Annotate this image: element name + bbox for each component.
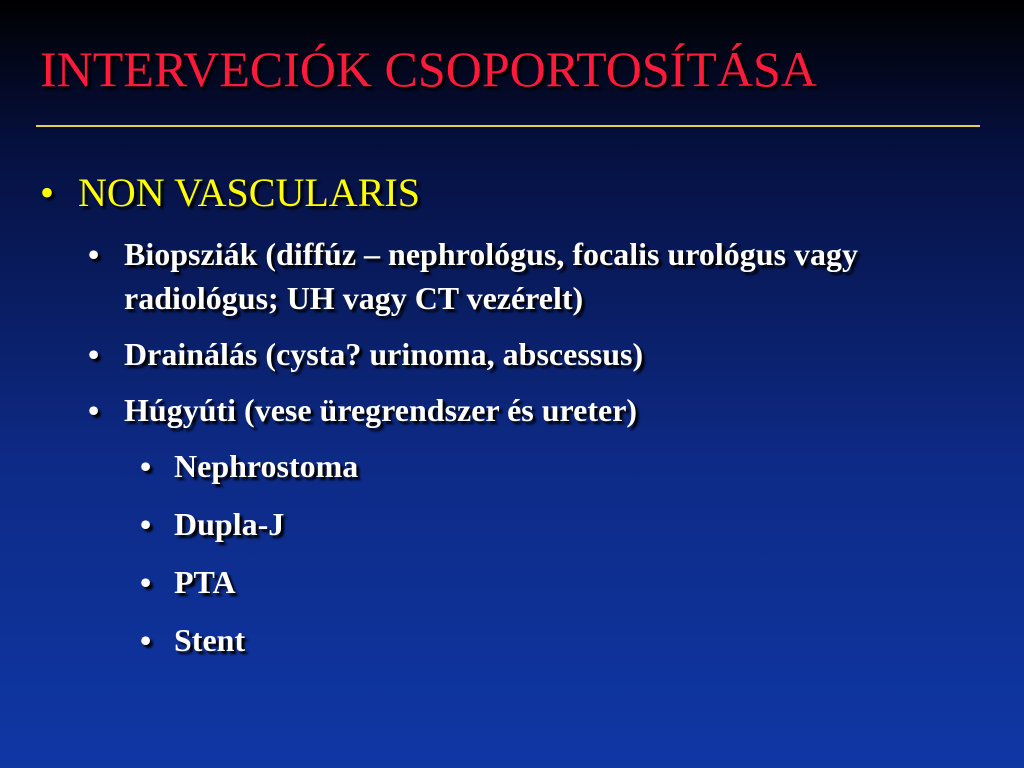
slide-title: INTERVECIÓK CSOPORTOSÍTÁSA (40, 41, 817, 97)
bullet-item-drainalas (40, 332, 1000, 376)
bullet-text: NON VASCULARIS (78, 170, 420, 215)
bullet-text: Húgyúti (vese üregrendszer és ureter) (124, 392, 638, 428)
bullet-icon: • (40, 170, 55, 215)
bullet-item-non-vascularis (40, 168, 1000, 218)
bullet-icon: • (140, 564, 152, 600)
bullet-icon: • (140, 506, 152, 542)
bullet-item-nephrostoma (40, 444, 1000, 488)
bullet-icon: • (140, 448, 152, 484)
bullet-item-hugyuti (40, 388, 1000, 432)
bullet-text: Dupla-J (174, 506, 285, 542)
bullet-text: PTA (174, 564, 236, 600)
bullet-item-biopsziak (40, 232, 1000, 320)
bullet-item-dupla-j (40, 502, 1000, 546)
bullet-icon: • (88, 336, 100, 372)
bullet-text: Nephrostoma (174, 448, 359, 484)
bullet-icon: • (88, 236, 100, 272)
bullet-list (40, 168, 1000, 676)
bullet-item-stent (40, 618, 1000, 662)
title-underline (36, 125, 980, 127)
bullet-item-pta (40, 560, 1000, 604)
bullet-text: Biopsziák (diffúz – nephrológus, focalis urológus vagy radiológus; UH vagy CT vezérelt) (124, 236, 859, 316)
bullet-text: Stent (174, 622, 246, 658)
bullet-text: Drainálás (cysta? urinoma, abscessus) (124, 336, 644, 372)
bullet-icon: • (140, 622, 152, 658)
bullet-icon: • (88, 392, 100, 428)
